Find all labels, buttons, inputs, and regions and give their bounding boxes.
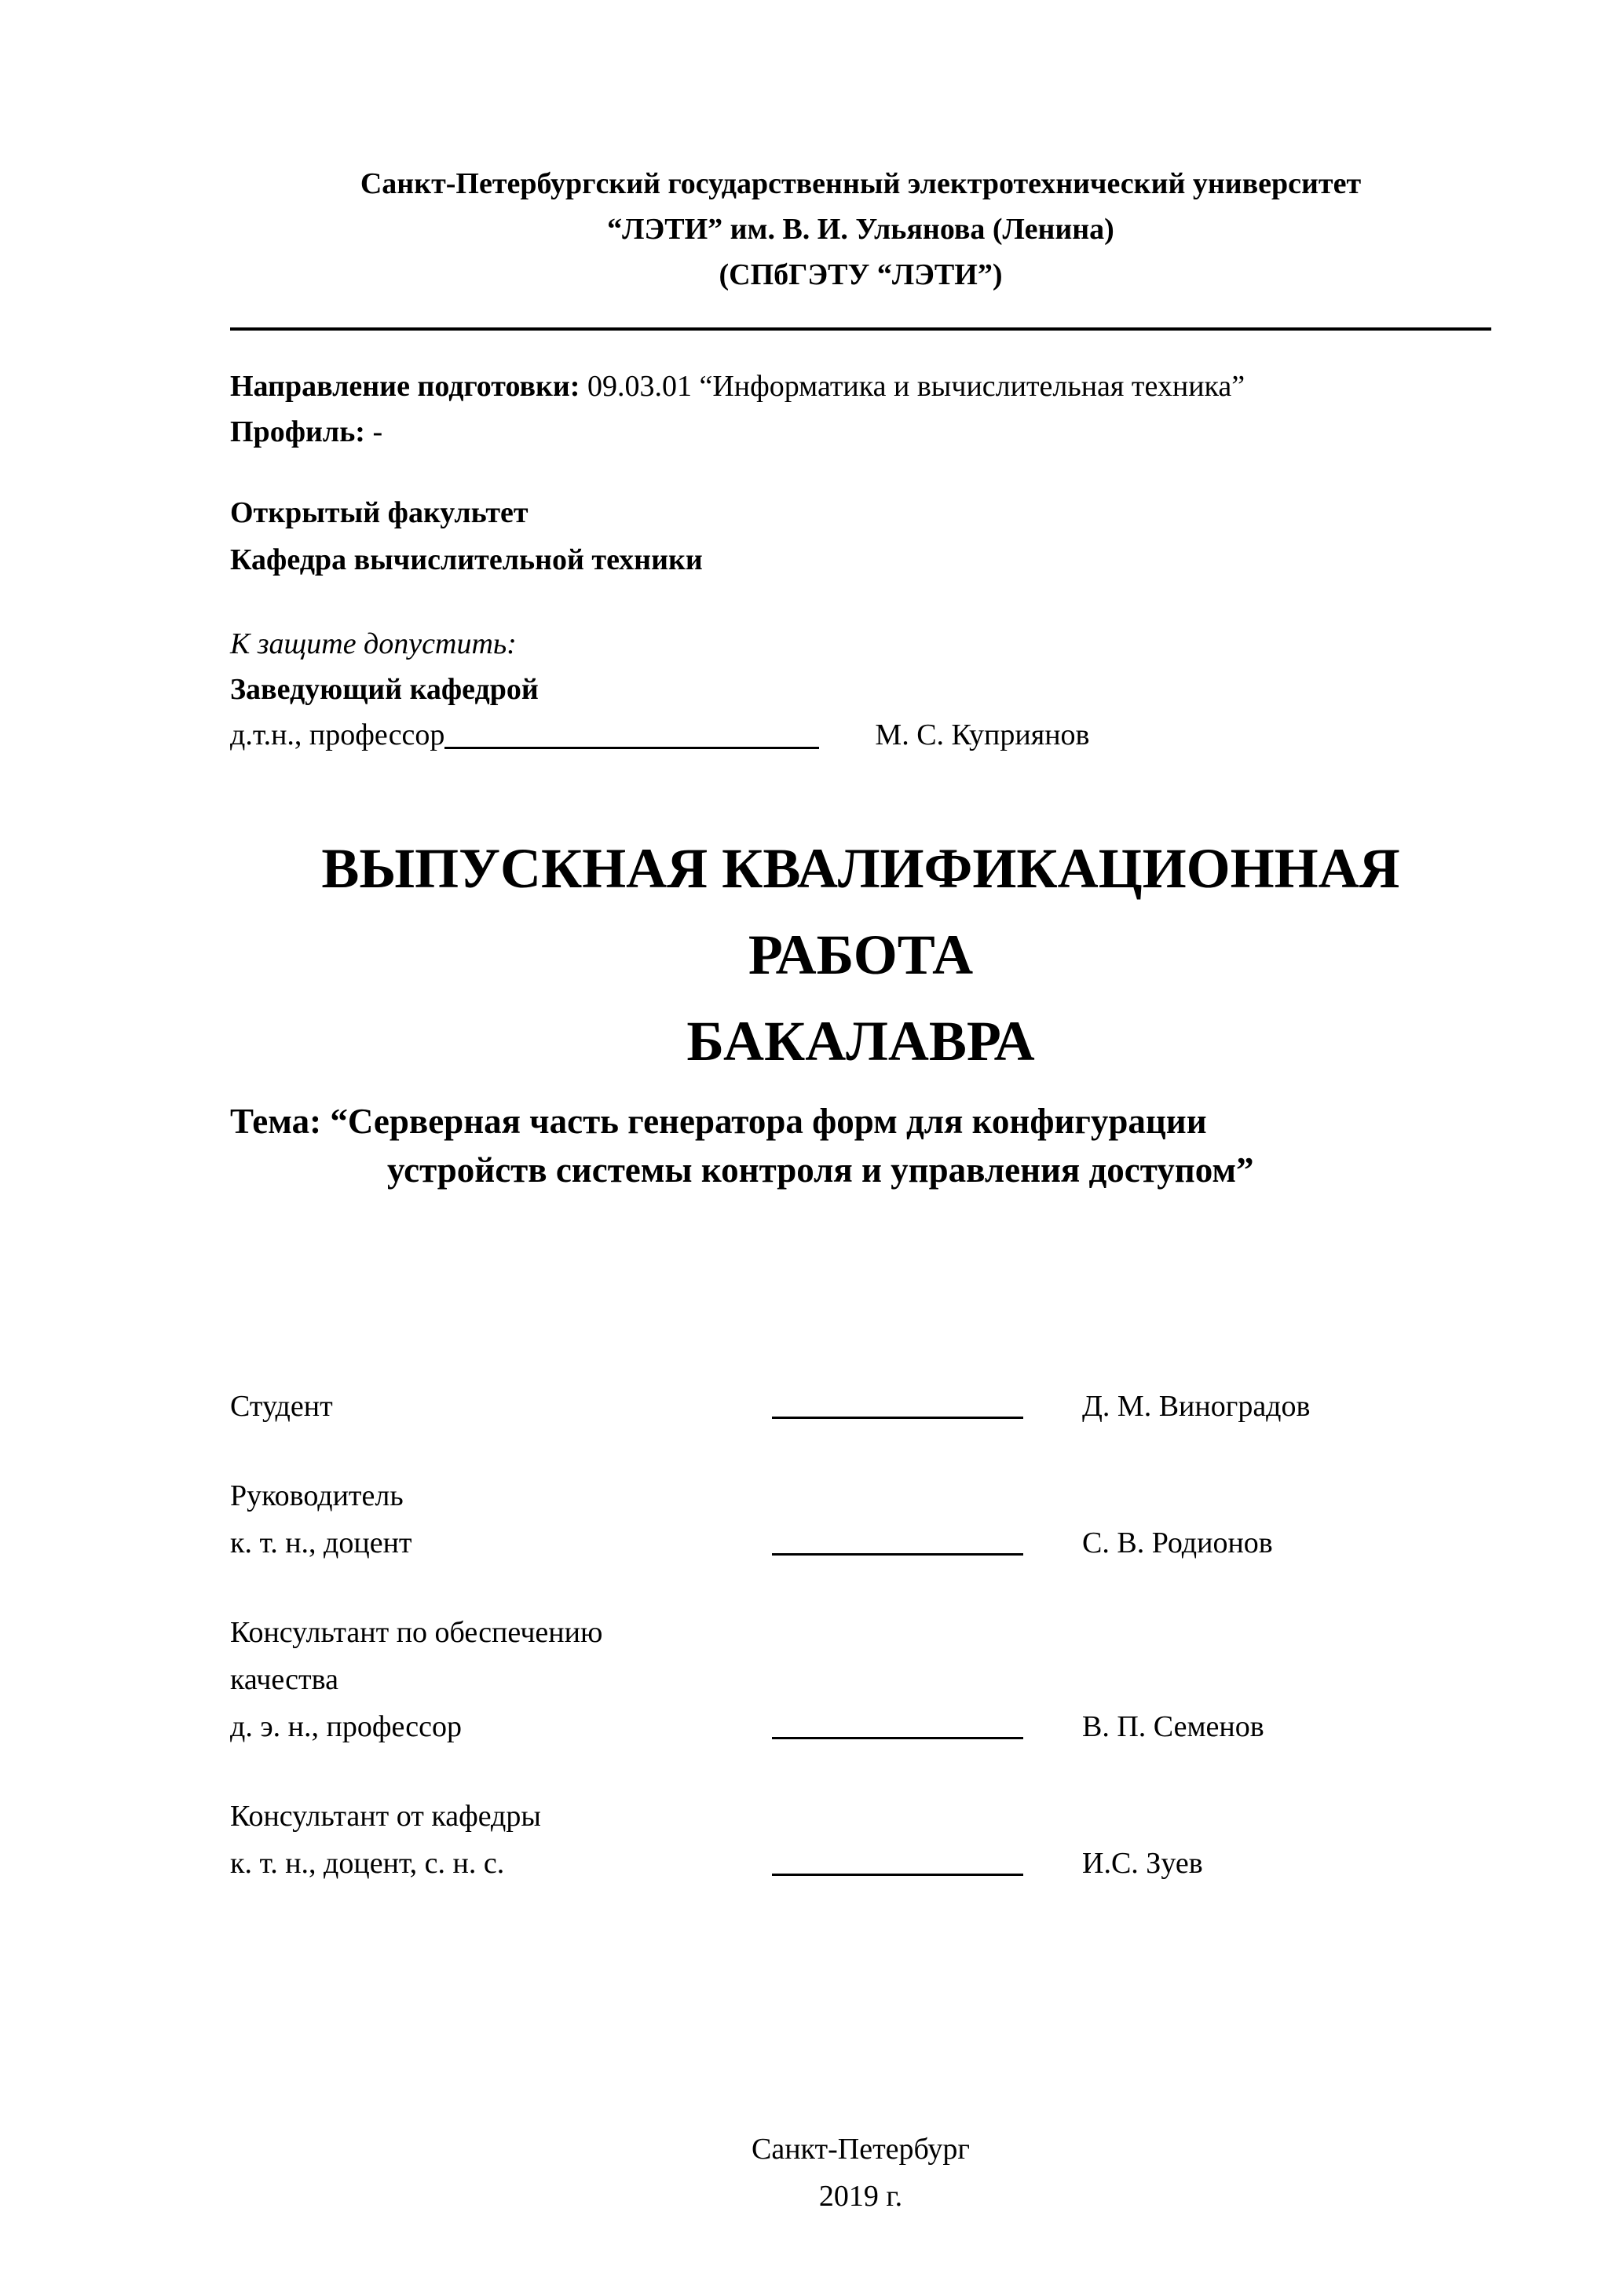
faculty-info <box>230 489 1491 583</box>
footer <box>230 2126 1491 2220</box>
signature-line <box>772 1552 1023 1556</box>
footer-city: Санкт-Петербург <box>751 2133 971 2166</box>
head-degree: д.т.н., профессор <box>230 718 445 751</box>
signature-line <box>772 1736 1023 1739</box>
signature-role <box>230 1793 772 1887</box>
profile-value: - <box>372 415 383 448</box>
signature-row-student <box>230 1383 1491 1430</box>
signature-line <box>772 1873 1023 1876</box>
approval-section <box>230 621 1491 758</box>
university-abbreviation: (СПбГЭТУ “ЛЭТИ”) <box>719 258 1003 291</box>
signature-line <box>772 1416 1023 1419</box>
signature-role <box>230 1383 772 1430</box>
university-name-line2: “ЛЭТИ” им. В. И. Ульянова (Ленина) <box>607 213 1114 246</box>
page-content <box>230 161 1491 2220</box>
signature-role-line: Консультант по обеспечению <box>230 1616 603 1649</box>
signatures-section <box>230 1383 1491 1887</box>
university-header <box>230 161 1491 298</box>
signature-role-line: качества <box>230 1663 338 1696</box>
signature-row-department-consultant <box>230 1793 1491 1887</box>
signature-role-line: к. т. н., доцент, с. н. с. <box>230 1847 505 1880</box>
signature-row-quality-consultant <box>230 1609 1491 1750</box>
head-title: Заведующий кафедрой <box>230 673 539 706</box>
profile-line <box>230 409 1491 455</box>
signature-name: И.С. Зуев <box>1082 1847 1203 1880</box>
program-info <box>230 364 1491 455</box>
head-name: М. С. Куприянов <box>875 718 1090 751</box>
admit-line: К защите допустить: <box>230 627 517 660</box>
header-divider <box>230 327 1491 331</box>
signature-role-line: д. э. н., профессор <box>230 1710 462 1743</box>
work-title-line1: ВЫПУСКНАЯ КВАЛИФИКАЦИОННАЯ РАБОТА <box>321 837 1400 986</box>
faculty-name: Открытый факультет <box>230 496 529 529</box>
signature-name: В. П. Семенов <box>1082 1710 1264 1743</box>
signature-role-line: Студент <box>230 1390 333 1423</box>
signature-name: С. В. Родионов <box>1082 1526 1273 1559</box>
profile-label: Профиль: <box>230 415 365 448</box>
direction-line <box>230 364 1491 409</box>
department-name: Кафедра вычислительной техники <box>230 543 703 576</box>
work-title-line2: БАКАЛАВРА <box>686 1010 1035 1073</box>
direction-label: Направление подготовки: <box>230 370 580 403</box>
signature-role <box>230 1472 772 1567</box>
signature-name: Д. М. Виноградов <box>1082 1390 1311 1423</box>
topic-section <box>230 1097 1491 1194</box>
signature-row-supervisor <box>230 1472 1491 1567</box>
head-signature-line <box>444 746 819 749</box>
university-name-line1: Санкт-Петербургский государственный электротехнический университет <box>360 167 1362 200</box>
direction-value: 09.03.01 “Информатика и вычислительная техника” <box>587 370 1245 403</box>
work-title <box>230 825 1491 1084</box>
footer-year: 2019 г. <box>818 2180 903 2213</box>
signature-role-line: Руководитель <box>230 1479 404 1512</box>
topic-line2: устройств системы контроля и управления доступом” <box>387 1150 1254 1190</box>
signature-role-line: Консультант от кафедры <box>230 1800 541 1833</box>
signature-role-line: к. т. н., доцент <box>230 1526 412 1559</box>
topic-line1: Тема: “Серверная часть генератора форм для конфигурации <box>230 1102 1207 1141</box>
head-signature-row <box>230 712 1491 758</box>
signature-role <box>230 1609 772 1750</box>
